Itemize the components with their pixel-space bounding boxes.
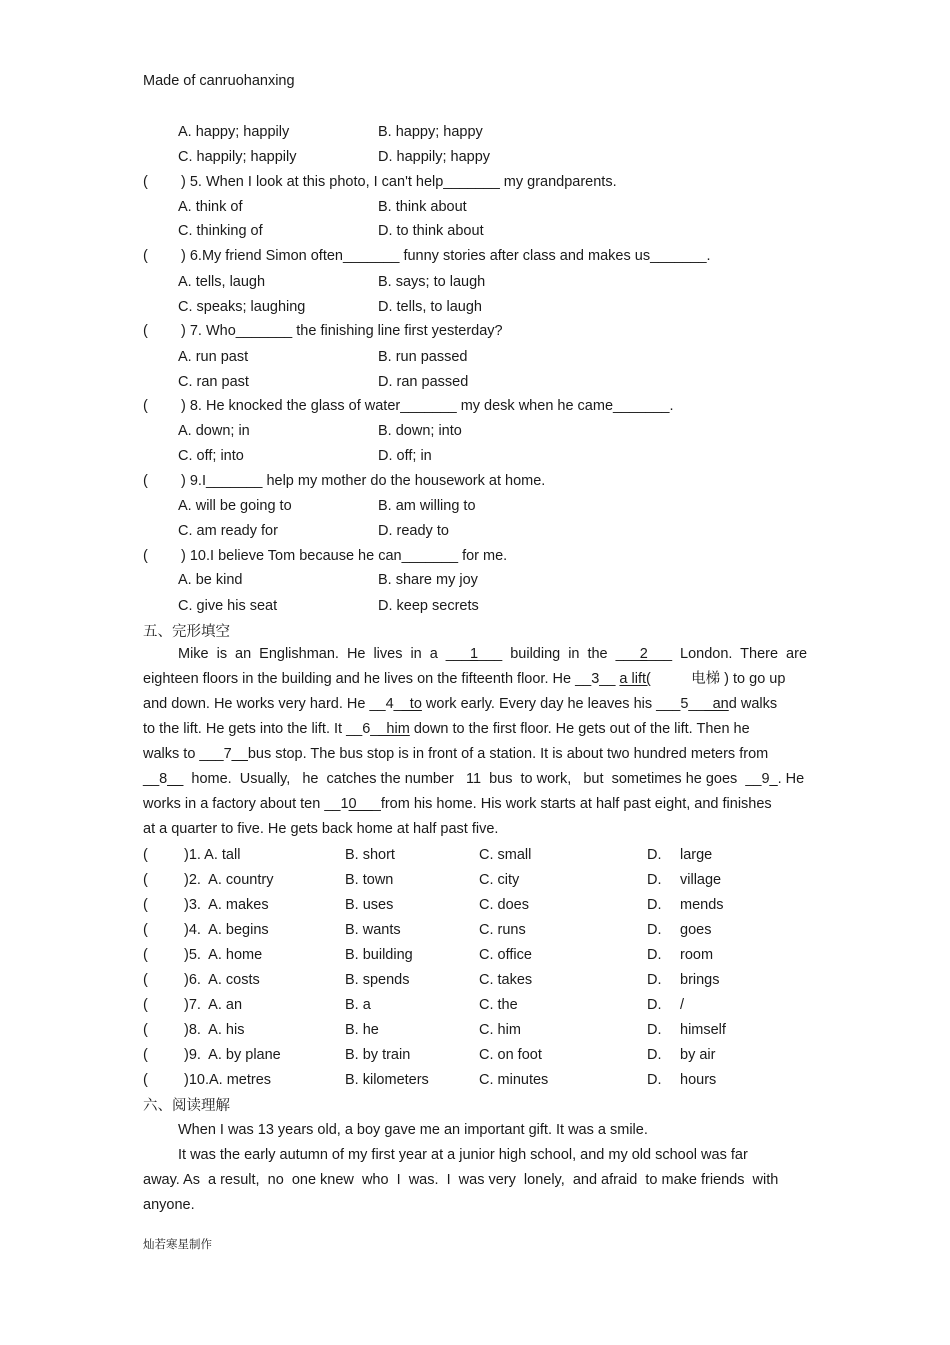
option-c: C. minutes (479, 1072, 549, 1088)
option-a: )3. A. makes (184, 897, 269, 913)
option-c: C. thinking of (178, 223, 263, 239)
answer-paren: ( (143, 398, 148, 414)
option-a: )4. A. begins (184, 922, 269, 938)
passage-line: eighteen floors in the building and he lives on the fifteenth floor. He __3__ a lift( 电梯 ) to go up (143, 671, 786, 687)
option-a: A. happy; happily (178, 124, 290, 140)
option-d-label: D. (647, 872, 662, 888)
reading-paragraph: away. As a result, no one knew who I was. I was very lonely, and afraid to make friends with (143, 1172, 779, 1188)
option-d: mends (680, 897, 724, 913)
answer-paren: ( (143, 548, 148, 564)
option-c: C. am ready for (178, 523, 278, 539)
answer-paren: ( (143, 847, 148, 863)
option-d: D. keep secrets (378, 598, 479, 614)
option-d-label: D. (647, 1072, 662, 1088)
answer-paren: ( (143, 997, 148, 1013)
answer-paren: ( (143, 872, 148, 888)
option-a: A. think of (178, 199, 243, 215)
option-a: A. tells, laugh (178, 274, 266, 290)
option-d-label: D. (647, 1022, 662, 1038)
option-d: room (680, 947, 714, 963)
option-c: C. ran past (178, 374, 249, 390)
option-d-label: D. (647, 897, 662, 913)
option-a: )7. A. an (184, 997, 243, 1013)
option-c: C. speaks; laughing (178, 299, 306, 315)
answer-paren: ( (143, 897, 148, 913)
option-a: )1. A. tall (184, 847, 241, 863)
option-c: C. the (479, 997, 518, 1013)
option-a: A. down; in (178, 423, 250, 439)
option-b: B. town (345, 872, 394, 888)
passage-line: works in a factory about ten __10___from his home. His work starts at half past eight, and finishes (143, 796, 772, 812)
passage-line: __8__ home. Usually, he catches the number 11 bus to work, but sometimes he goes __9_. He (143, 771, 805, 787)
option-b: B. says; to laugh (378, 274, 486, 290)
page-footer: 灿若寒星制作 (143, 1237, 212, 1251)
option-d-label: D. (647, 997, 662, 1013)
option-a: )8. A. his (184, 1022, 245, 1038)
option-d: hours (680, 1072, 717, 1088)
question-stem: ) 10.I believe Tom because he can_______ for me. (181, 548, 508, 564)
option-b: B. wants (345, 922, 401, 938)
option-a: )5. A. home (184, 947, 263, 963)
option-d-label: D. (647, 847, 662, 863)
option-b: B. he (345, 1022, 379, 1038)
answer-paren: ( (143, 1047, 148, 1063)
option-b: B. happy; happy (378, 124, 483, 140)
answer-paren: ( (143, 1072, 148, 1088)
page-header: Made of canruohanxing (143, 73, 295, 89)
answer-paren: ( (143, 922, 148, 938)
passage-line: to the lift. He gets into the lift. It __6__him down to the first floor. He gets out of the lift. Then he (143, 721, 750, 737)
option-d: brings (680, 972, 720, 988)
option-d: D. happily; happy (378, 149, 491, 165)
option-d: himself (680, 1022, 726, 1038)
option-a: )2. A. country (184, 872, 274, 888)
option-d: D. ready to (378, 523, 449, 539)
option-a: A. be kind (178, 572, 243, 588)
cloze-passage (143, 642, 807, 842)
option-c: C. give his seat (178, 598, 278, 614)
option-d-label: D. (647, 922, 662, 938)
option-d-label: D. (647, 947, 662, 963)
reading-paragraph: When I was 13 years old, a boy gave me an important gift. It was a smile. (178, 1122, 648, 1138)
option-b: B. spends (345, 972, 410, 988)
option-b: B. am willing to (378, 498, 476, 514)
option-d-label: D. (647, 972, 662, 988)
option-c: C. small (479, 847, 532, 863)
option-a: A. run past (178, 349, 249, 365)
answer-paren: ( (143, 947, 148, 963)
answer-paren: ( (143, 323, 148, 339)
answer-paren: ( (143, 174, 148, 190)
option-a: A. will be going to (178, 498, 292, 514)
question-stem: ) 9.I_______ help my mother do the housework at home. (181, 473, 546, 489)
answer-paren: ( (143, 1022, 148, 1038)
option-b: B. uses (345, 897, 394, 913)
answer-paren: ( (143, 473, 148, 489)
option-d: D. off; in (378, 448, 432, 464)
reading-paragraph: It was the early autumn of my first year at a junior high school, and my old school was far (178, 1147, 748, 1163)
option-d: goes (680, 922, 712, 938)
option-b: B. by train (345, 1047, 411, 1063)
passage-line: and down. He works very hard. He __4__to work early. Every day he leaves his ___5___and walks (143, 696, 778, 712)
question-stem: ) 6.My friend Simon often_______ funny stories after class and makes us_______. (181, 248, 711, 264)
option-d: D. ran passed (378, 374, 469, 390)
option-c: C. city (479, 872, 520, 888)
option-b: B. building (345, 947, 413, 963)
reading-paragraph: anyone. (143, 1197, 195, 1213)
option-d-label: D. (647, 1047, 662, 1063)
option-d: D. tells, to laugh (378, 299, 482, 315)
option-c: C. runs (479, 922, 526, 938)
option-d: large (680, 847, 713, 863)
question-stem: ) 5. When I look at this photo, I can't help_______ my grandparents. (181, 174, 617, 190)
option-b: B. a (345, 997, 371, 1013)
option-c: C. on foot (479, 1047, 542, 1063)
option-b: B. think about (378, 199, 467, 215)
option-c: C. does (479, 897, 529, 913)
option-b: B. run passed (378, 349, 468, 365)
answer-paren: ( (143, 972, 148, 988)
passage-line: at a quarter to five. He gets back home at half past five. (143, 821, 499, 837)
option-d: village (680, 872, 722, 888)
option-a: )9. A. by plane (184, 1047, 281, 1063)
section-title: 五、完形填空 (143, 624, 230, 640)
question-stem: ) 8. He knocked the glass of water_______ my desk when he came_______. (181, 398, 674, 414)
question-stem: ) 7. Who_______ the finishing line first yesterday? (181, 323, 503, 339)
option-c: C. happily; happily (178, 149, 297, 165)
option-d: by air (680, 1047, 716, 1063)
option-b: B. short (345, 847, 395, 863)
answer-paren: ( (143, 248, 148, 264)
option-b: B. kilometers (345, 1072, 429, 1088)
option-b: B. share my joy (378, 572, 478, 588)
option-b: B. down; into (378, 423, 462, 439)
section-title: 六、阅读理解 (143, 1098, 230, 1114)
option-c: C. off; into (178, 448, 244, 464)
option-c: C. takes (479, 972, 533, 988)
option-a: )10.A. metres (184, 1072, 272, 1088)
option-d: / (680, 997, 685, 1013)
passage-line: walks to ___7__bus stop. The bus stop is in front of a station. It is about two hundred meters from (143, 746, 769, 762)
option-d: D. to think about (378, 223, 484, 239)
option-c: C. office (479, 947, 532, 963)
passage-line: Mike is an Englishman. He lives in a ___1___ building in the ___2___ London. There are (178, 646, 808, 662)
option-c: C. him (479, 1022, 521, 1038)
option-a: )6. A. costs (184, 972, 260, 988)
